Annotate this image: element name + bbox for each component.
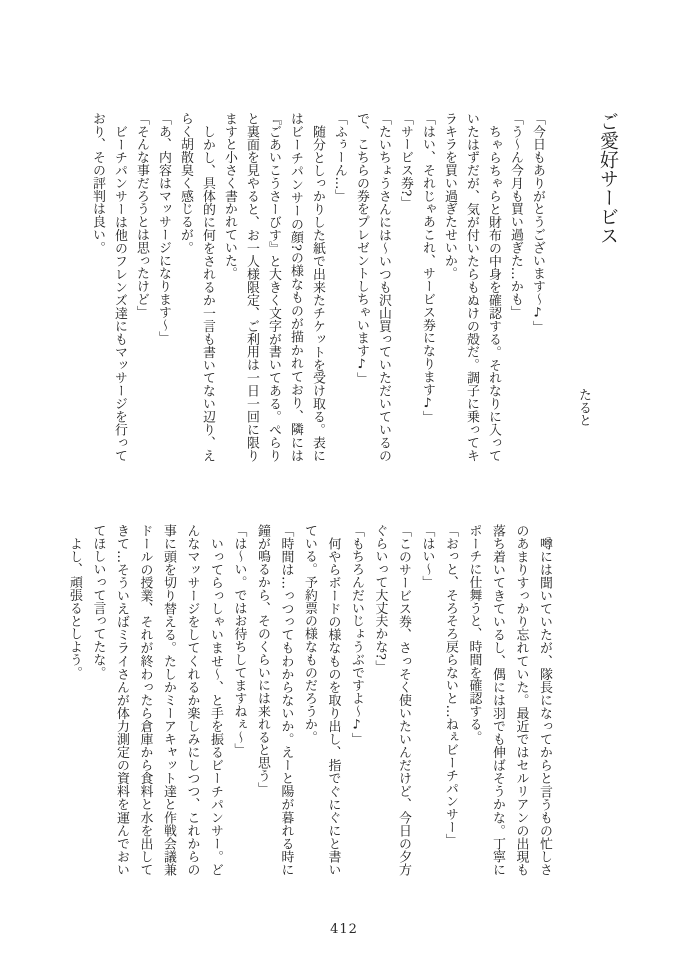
narration-line: ちゃらちゃらと財布の中身を確認する。それなりに入っていたはずだが、気が付いたらもぬけの殻だ。調子に乗ってキラキラを買い過ぎたせいか。	[442, 112, 501, 462]
dialogue-line: 「う〜ん今月も買い過ぎた…かも」	[508, 112, 523, 319]
upper-paragraphs	[86, 112, 548, 462]
narration-line: しかし、具体的に何をされるか一言も書いてない辺り、えらく胡散臭く感じるが。	[178, 112, 215, 462]
dialogue-line: 「もちろんだいじょうぶですよ〜♪」	[349, 524, 364, 746]
narration-line: 噂には聞いていたが、隊長になってからと言うもの忙しさのあまりすっかり忘れていた。最近ではセルリアンの出現も落ち着いてきているし、偶には羽でも伸ばそうかな。丁寧にポーチに仕舞うと、時間を確認する。	[466, 524, 552, 876]
lower-text-block	[63, 524, 557, 876]
dialogue-line: 「サービス券?」	[398, 112, 413, 210]
dialogue-line: 「あ、内容はマッサージになります〜」	[156, 112, 171, 345]
story-title: ご愛好サービス	[597, 112, 619, 245]
upper-text-block	[86, 112, 622, 462]
narration-line: いってらっしゃいませ〜、と手を振るビーチパンサー。どんなマッサージをしてくれるか楽しみにしつつ、これからの事に頭を切り替える。たしかミーアキャット達と作戦会議兼ドールの授業、それが終わったら倉庫から食料と水を出してきて…そういえばミライさんが体力測定の資料を運んでおいてほしいって言ってたな。	[90, 524, 223, 876]
dialogue-line: 「は〜い。ではお待ちしてますねぇ〜」	[231, 524, 247, 757]
dialogue-line: 「おっと、そろそろ戻らないと…ねぇビーチパンサー」	[443, 524, 458, 847]
dialogue-line: 「時間は…っつってもわからないか。えーと陽が暮れる時に鐘が鳴るから、そのくらいには来れると思う」	[255, 524, 294, 876]
dialogue-line: 「はい〜」	[419, 524, 435, 589]
dialogue-line: 「はい、それじゃあこれ、サービス券になります♪」	[420, 112, 435, 424]
narration-line: ビーチパンサーは他のフレンズ達にもマッサージを行っており、その評判は良い。	[90, 112, 127, 462]
page-number: 412	[330, 922, 358, 937]
dialogue-line: 「ふぅーん…」	[332, 112, 347, 203]
dialogue-line: 「たいちょうさんには〜いつも沢山買っていただいているので、こちらの券をプレゼントしちゃいます♪」	[354, 112, 391, 462]
author-name: たると	[576, 388, 591, 427]
dialogue-line: 「そんな事だろうとは思ったけど」	[134, 112, 149, 319]
dialogue-line: 「今日もありがとうございます〜♪」	[530, 112, 545, 334]
narration-line: よし、頑張るとしよう。	[67, 536, 82, 679]
narration-line: 何やらボードの様なものを取り出し、指でぐにぐにと書いている。予約票の様なものだろうか。	[302, 524, 341, 876]
dialogue-line: 「このサービス券、さっそく使いたいんだけど、今日の夕方ぐらいって大丈夫かな?」	[372, 524, 411, 876]
narration-line: 随分としっかりした紙で出来たチケットを受け取る。表にはビーチパンサーの顔?の様なものが描かれており、隣には『ごあいこうさーびす』と大きく文字が書いてある。ぺらりと裏面を見やると、お一人様限定、ご利用は一日一回に限りますと小さく書かれていた。	[222, 112, 325, 462]
lower-paragraphs	[63, 524, 557, 876]
